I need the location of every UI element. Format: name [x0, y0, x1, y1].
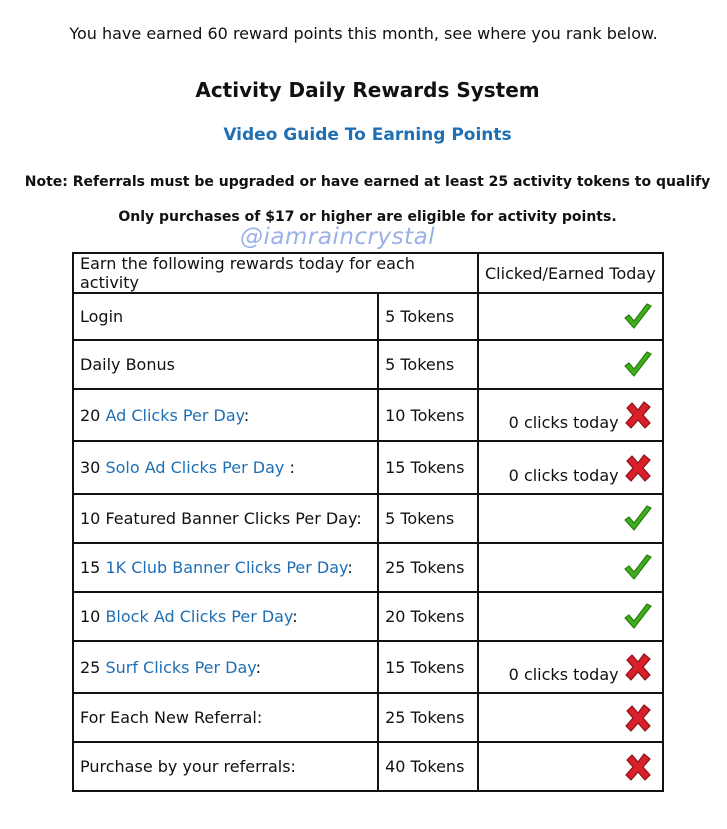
earned-status-cell: [478, 441, 663, 494]
page-title: Activity Daily Rewards System: [195, 78, 540, 102]
activity-label: 15: [80, 558, 106, 577]
table-row: [73, 693, 663, 742]
activity-label: Daily Bonus: [80, 355, 175, 374]
video-guide-link[interactable]: Video Guide To Earning Points: [223, 125, 512, 145]
earned-status-cell: [478, 494, 663, 543]
purchase-note: Only purchases of $17 or higher are eligible for activity points.: [118, 209, 617, 225]
clicks-today-text: 0 clicks today: [508, 665, 619, 684]
token-reward-cell: 15 Tokens: [378, 441, 478, 494]
activity-label-suffix: :: [255, 657, 261, 677]
token-reward-cell: 20 Tokens: [378, 592, 478, 641]
clicks-today-text: 0 clicks today: [508, 413, 619, 432]
earned-status-cell: [478, 742, 663, 791]
table-row: [73, 641, 663, 693]
earned-status-cell: [478, 340, 663, 389]
activity-label-suffix: :: [284, 458, 295, 477]
green-checkmark-icon: [622, 349, 654, 381]
activity-label: Purchase by your referrals:: [80, 757, 296, 776]
activity-cell: [73, 742, 378, 791]
activity-cell: [73, 641, 378, 693]
activity-cell: [73, 340, 378, 389]
activity-cell: [73, 592, 378, 641]
token-reward-cell: 15 Tokens: [378, 641, 478, 693]
earned-status-cell: [478, 641, 663, 693]
table-row: [73, 293, 663, 340]
activity-cell: [73, 389, 378, 441]
table-row: [73, 494, 663, 543]
activity-link[interactable]: 1K Club Banner Clicks Per Day: [105, 558, 348, 577]
green-checkmark-icon: [622, 503, 654, 535]
activity-label: 30: [80, 458, 106, 477]
green-checkmark-icon: [622, 552, 654, 584]
red-x-icon: [622, 399, 654, 431]
activity-cell: [73, 543, 378, 592]
activity-link[interactable]: Ad Clicks Per Day: [105, 405, 244, 425]
rewards-table: [72, 252, 664, 792]
activity-cell: [73, 441, 378, 494]
activity-label-suffix: :: [243, 405, 250, 425]
activity-link[interactable]: Surf Clicks Per Day: [105, 657, 256, 677]
activity-label-suffix: :: [292, 607, 298, 626]
token-reward-cell: 5 Tokens: [378, 293, 478, 340]
activity-label-suffix: :: [347, 558, 353, 577]
token-reward-cell: 25 Tokens: [378, 693, 478, 742]
table-row: [73, 340, 663, 389]
earned-status-cell: [478, 389, 663, 441]
table-row: [73, 441, 663, 494]
table-header-row: [73, 253, 663, 293]
table-row: [73, 742, 663, 791]
table-row: [73, 543, 663, 592]
earned-status-cell: [478, 293, 663, 340]
activity-link[interactable]: Block Ad Clicks Per Day: [105, 607, 293, 626]
red-x-icon: [622, 651, 654, 683]
activity-label: 10 Featured Banner Clicks Per Day:: [80, 509, 362, 528]
table-row: [73, 389, 663, 441]
watermark: @iamraincrystal: [240, 224, 436, 250]
activity-column-header: Earn the following rewards today for each activity: [73, 253, 478, 293]
activity-label: For Each New Referral:: [80, 708, 263, 727]
red-x-icon: [622, 751, 654, 783]
earned-status-cell: [478, 592, 663, 641]
token-reward-cell: 5 Tokens: [378, 340, 478, 389]
activity-label: Login: [80, 307, 124, 326]
green-checkmark-icon: [622, 601, 654, 633]
status-column-header: Clicked/Earned Today: [478, 253, 663, 293]
earned-status-cell: [478, 693, 663, 742]
referral-note: Note: Referrals must be upgraded or have earned at least 25 activity tokens to qualify: [24, 174, 711, 190]
clicks-today-text: 0 clicks today: [508, 466, 619, 485]
activity-cell: [73, 293, 378, 340]
reward-points-summary: You have earned 60 reward points this month, see where you rank below.: [69, 24, 658, 43]
red-x-icon: [622, 702, 654, 734]
green-checkmark-icon: [622, 301, 654, 333]
token-reward-cell: 5 Tokens: [378, 494, 478, 543]
activity-label: 25: [80, 657, 106, 677]
activity-link[interactable]: Solo Ad Clicks Per Day: [105, 458, 285, 477]
token-reward-cell: 25 Tokens: [378, 543, 478, 592]
token-reward-cell: 10 Tokens: [378, 389, 478, 441]
activity-cell: [73, 494, 378, 543]
activity-label: 20: [80, 405, 106, 425]
table-row: [73, 592, 663, 641]
activity-label: 10: [80, 607, 106, 626]
token-reward-cell: 40 Tokens: [378, 742, 478, 791]
earned-status-cell: [478, 543, 663, 592]
red-x-icon: [622, 452, 654, 484]
activity-cell: [73, 693, 378, 742]
